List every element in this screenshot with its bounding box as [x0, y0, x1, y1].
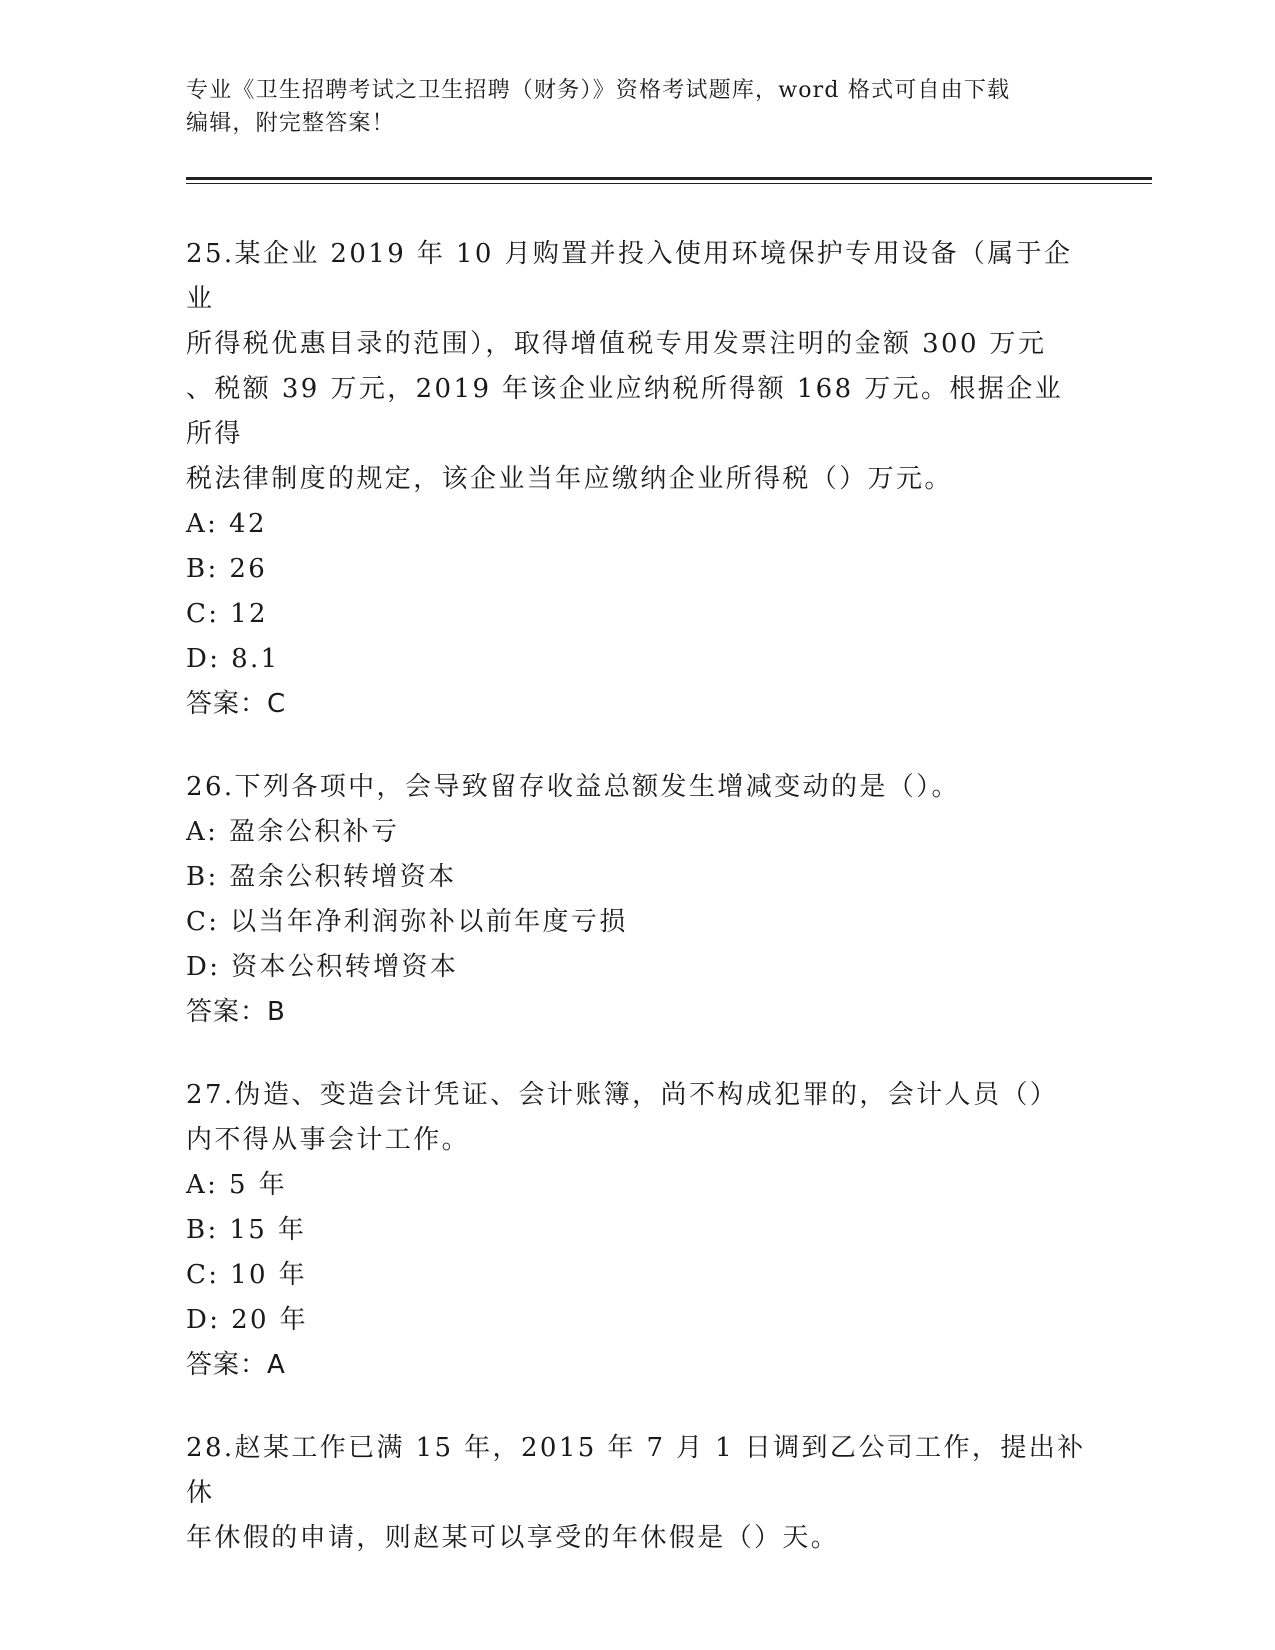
answer-option: B: 15 年 [186, 1215, 307, 1245]
question-stem-line: 、税额 39 万元，2019 年该企业应纳税所得额 168 万元。根据企业所得 [186, 374, 1064, 449]
question-stem-line: 内不得从事会计工作。 [186, 1125, 471, 1155]
answer-option: C: 12 [186, 599, 269, 629]
answer-option: C: 10 年 [186, 1260, 308, 1290]
question-block [186, 1426, 1086, 1561]
answer-option: A: 盈余公积补亏 [186, 817, 400, 847]
question-list [186, 232, 1086, 1599]
header-line-2: 编辑，附完整答案！ [186, 111, 395, 136]
answer-key: 答案：B [186, 997, 286, 1027]
answer-option: A: 42 [186, 509, 267, 539]
answer-option: B: 盈余公积转增资本 [186, 862, 457, 892]
header-rule-thick [186, 177, 1152, 180]
answer-option: A: 5 年 [186, 1170, 288, 1200]
answer-option: B: 26 [186, 554, 268, 584]
question-block [186, 765, 1086, 1035]
question-block [186, 1073, 1086, 1388]
question-stem-line: 27.伪造、变造会计凭证、会计账簿，尚不构成犯罪的，会计人员（） [186, 1080, 1059, 1110]
document-header [186, 74, 1086, 140]
header-rule-thin [186, 183, 1152, 184]
question-stem-line: 所得税优惠目录的范围），取得增值税专用发票注明的金额 300 万元 [186, 329, 1047, 359]
answer-key: 答案：C [186, 689, 287, 719]
question-stem-line: 税法律制度的规定，该企业当年应缴纳企业所得税（）万元。 [186, 464, 953, 494]
answer-option: D: 8.1 [186, 644, 280, 674]
answer-option: C: 以当年净利润弥补以前年度亏损 [186, 907, 628, 937]
question-stem-line: 年休假的申请，则赵某可以享受的年休假是（）天。 [186, 1523, 840, 1553]
answer-key: 答案：A [186, 1350, 286, 1380]
question-stem-line: 25.某企业 2019 年 10 月购置并投入使用环境保护专用设备（属于企业 [186, 239, 1073, 314]
question-stem-line: 28.赵某工作已满 15 年，2015 年 7 月 1 日调到乙公司工作，提出补休 [186, 1433, 1086, 1508]
question-block [186, 232, 1086, 727]
answer-option: D: 资本公积转增资本 [186, 952, 459, 982]
question-stem-line: 26.下列各项中，会导致留存收益总额发生增减变动的是（）。 [186, 772, 960, 802]
header-line-1: 专业《卫生招聘考试之卫生招聘（财务）》资格考试题库，word 格式可自由下载 [186, 78, 1011, 103]
answer-option: D: 20 年 [186, 1305, 309, 1335]
